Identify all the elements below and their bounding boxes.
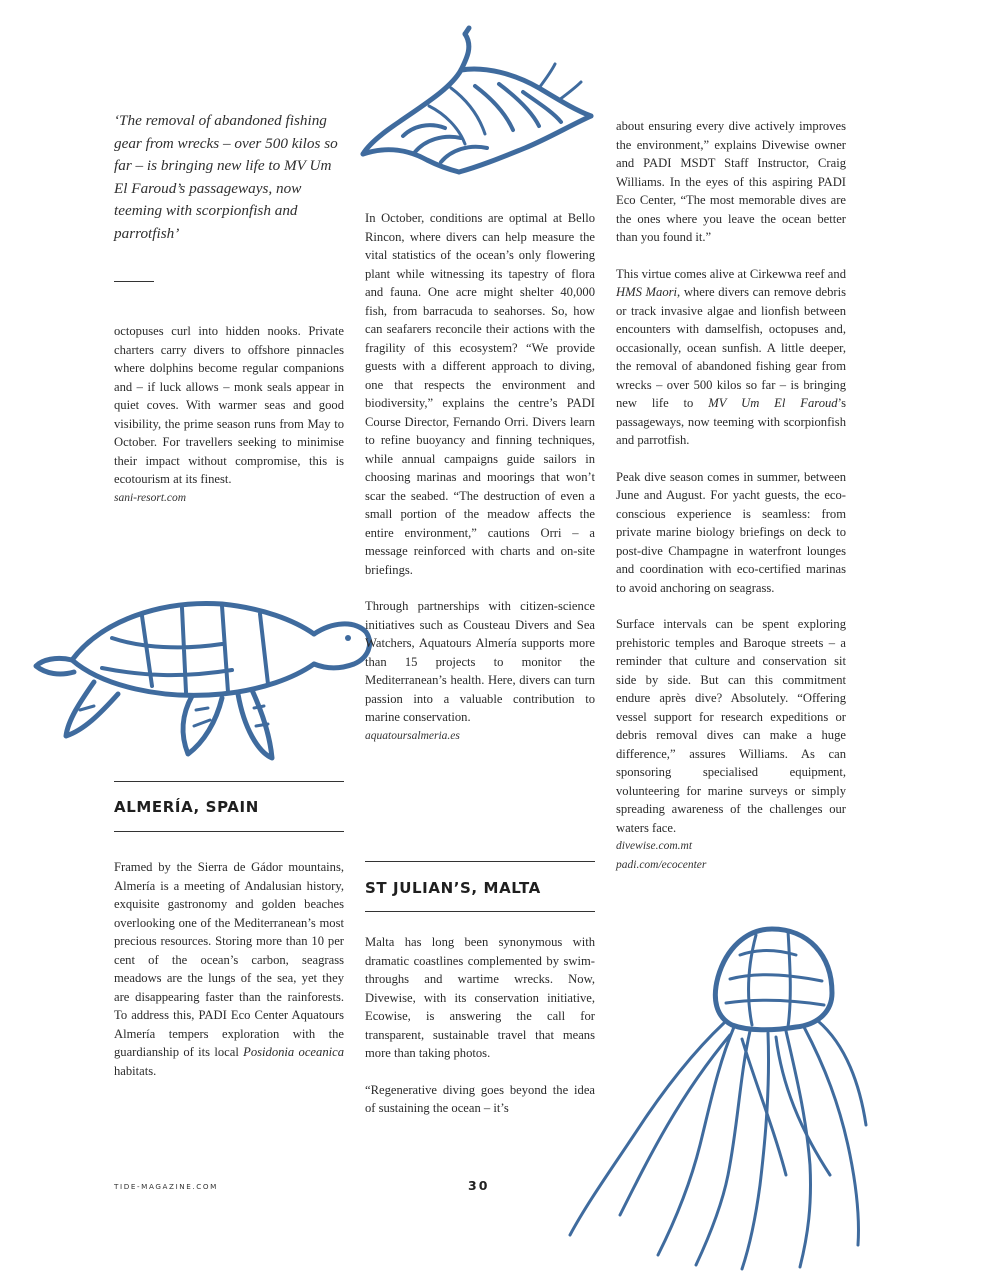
cirkewwa-text-end: ’s passageways, now teeming with scorpionfish and parrotfish.	[616, 396, 846, 447]
sani-resort-link[interactable]: sani-resort.com	[114, 491, 187, 504]
quote-divider	[114, 281, 154, 282]
aquatours-link[interactable]: aquatoursalmeria.es	[365, 729, 460, 742]
padi-ecocenter-link[interactable]: padi.com/ecocenter	[616, 858, 707, 871]
malta-paragraph: Malta has long been synonymous with dramatic coastlines complemented by swim-throughs and wartime wrecks. Now, Divewise, with its conservation initiative, Ecowise, is answering the call for transparent, sustainable travel that means more than taking photos.	[365, 935, 595, 1060]
sea-turtle-illustration	[32, 590, 372, 765]
col3-paragraph-2	[616, 265, 846, 450]
almeria-text: Framed by the Sierra de Gádor mountains, Almería is a meeting of Andalusian history, exquisite gastronomy and golden beaches overlooking one of the Mediterranean’s most precious resources. Storing more than 10 per cent of the ocean’s carbon, seagrass meadows are the lungs of the sea, yet they are disappearing faster than the rainforests. To address this, PADI Eco Center Aquatours Almería tempers exploration with the guardianship of its local	[114, 860, 344, 1059]
hms-maori-emphasis: HMS Maori	[616, 285, 678, 299]
column-2	[365, 209, 595, 745]
malta-rule-top	[365, 861, 595, 862]
pull-quote: ‘The removal of abandoned fishing gear from wrecks – over 500 kilos so far – is bringing new life to MV Um El Faroud’s passageways, now teeming with scorpionfish and parrotfish’	[114, 112, 338, 242]
almeria-rule-top	[114, 781, 344, 782]
almeria-rule-bottom	[114, 831, 344, 832]
jellyfish-illustration	[560, 915, 870, 1270]
footer-site: TIDE-MAGAZINE.COM	[114, 1182, 218, 1191]
um-el-faroud-emphasis: MV Um El Faroud	[708, 396, 838, 410]
cirkewwa-text: This virtue comes alive at Cirkewwa reef and	[616, 266, 846, 281]
seashell-illustration	[355, 26, 605, 181]
col3-paragraph-4: Surface intervals can be spent exploring prehistoric temples and Baroque streets – a reminder that culture and conservation sit side by side. But can this commitment endure après dive? Absolutely. “Offering vessel support for research expeditions or debris removal dives can make a huge difference,” assures Williams. As can sponsoring specialised equipment, volunteering for marine surveys or simply spreading awareness of the challenges our waters face.	[616, 617, 846, 835]
column-1	[114, 322, 344, 507]
almeria-text-end: habitats.	[114, 1063, 157, 1078]
col2-paragraph-1: In October, conditions are optimal at Bello Rincon, where divers can help measure the vital statistics of the ocean’s only flowering plant while witnessing its tapestry of flora and fauna. One acre might shelter 40,000 fish, from barracuda to seahorses. So, how can seafarers reconcile their actions with the fragility of this ecosystem? “We provide guests with a different approach to diving, one that respects the environment and biodiversity,” explains the centre’s PADI Course Director, Fernando Orri. Divers learn to refine buoyancy and finning techniques, while annual campaigns guide sailors in choosing marinas and moorings that won’t scar the seabed. “The destruction of even a small portion of the meadow affects the entire environment,” cautions Orri – a message reinforced with charts and on-site briefings.	[365, 211, 595, 577]
divewise-link[interactable]: divewise.com.mt	[616, 840, 693, 852]
col3-paragraph-3: Peak dive season comes in summer, between June and August. For yacht guests, the eco-conscious experience is seamless: from private marine biology briefings on deck to post-dive Champagne in waterfront lounges and coordination with eco-certified marinas to avoid anchoring on seagrass.	[616, 469, 846, 595]
page-number: 30	[468, 1178, 490, 1193]
column-3	[616, 117, 846, 874]
column-1-lower	[114, 858, 344, 1080]
almeria-paragraph	[114, 858, 344, 1080]
posidonia-emphasis: Posidonia oceanica	[243, 1045, 344, 1059]
col3-paragraph-1: about ensuring every dive actively improves the environment,” explains Divewise owner and PADI MSDT Staff Instructor, Craig Williams. In the eyes of this aspiring PADI Eco Center, “The most memorable dives are the ones where you leave the ocean better than you found it.”	[616, 119, 846, 244]
col2-paragraph-2: Through partnerships with citizen-science initiatives such as Cousteau Divers and Sea Watchers, Aquatours Almería supports more than 15 projects to monitor the Mediterranean’s health. Here, divers can turn passion into a valuable contribution to marine conservation.	[365, 599, 595, 724]
almeria-heading: ALMERÍA, SPAIN	[114, 798, 259, 816]
col1-paragraph-1: octopuses curl into hidden nooks. Private charters carry divers to offshore pinnacles where dolphins become regular companions and – if luck allows – monk seals appear in quiet coves. With warmer seas and good visibility, the prime season runs from May to October. For travellers seeking to minimise their impact without compromise, this is ecotourism at its finest.	[114, 324, 344, 486]
malta-rule-bottom	[365, 911, 595, 912]
regenerative-paragraph: “Regenerative diving goes beyond the idea of sustaining the ocean – it’s	[365, 1082, 595, 1115]
malta-heading: ST JULIAN’S, MALTA	[365, 879, 541, 897]
cirkewwa-text-mid: , where divers can remove debris or track invasive algae and lionfish between encounters with damselfish, octopuses and, occasionally, ocean sunfish. A little deeper, the removal of abandoned fishing gear from wrecks – over 500 kilos so far – is bringing new life to	[616, 285, 847, 410]
